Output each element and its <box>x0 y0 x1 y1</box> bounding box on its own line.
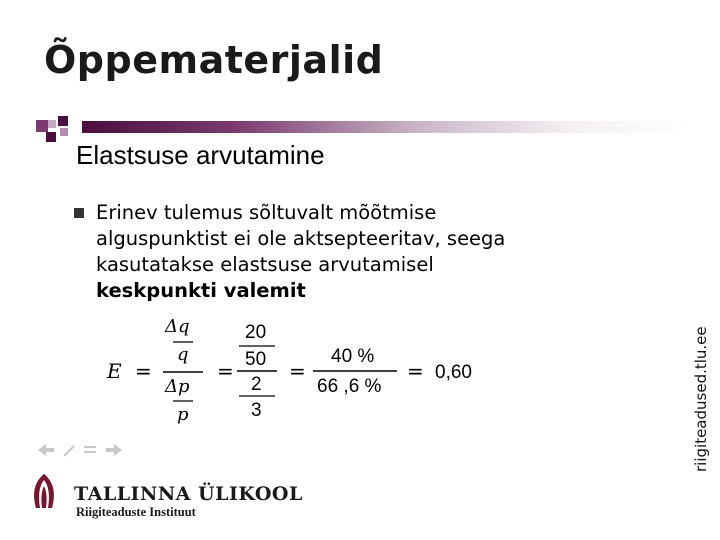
bullet-line-3: kasutatakse elastsuse arvutamisel <box>96 253 434 276</box>
formula-n1: 20 <box>245 322 267 343</box>
formula-q: q <box>177 344 189 365</box>
formula-n3: 2 <box>251 374 262 395</box>
slide-nav-controls <box>36 440 126 460</box>
formula-p: p <box>177 404 189 425</box>
bullet-bold-line: keskpunkti valemit <box>96 279 306 302</box>
back-arrow-icon[interactable] <box>38 444 54 456</box>
bullet-line-2: alguspunktist ei ole aktsepteeritav, seega <box>96 227 506 250</box>
slide-heading: Elastsuse arvutamine <box>76 140 325 170</box>
elasticity-formula <box>105 312 505 427</box>
formula-eq-2: = <box>217 359 234 383</box>
formula-lhs: E <box>107 359 122 383</box>
logo-subtitle: Riigiteaduste Instituut <box>76 505 196 519</box>
formula-eq-3: = <box>289 359 306 383</box>
page-title: Õppematerjalid <box>44 38 384 82</box>
formula-delta-p: Δp <box>165 376 190 397</box>
university-logo-icon <box>30 472 58 512</box>
edit-icon[interactable] <box>64 446 74 456</box>
bullet-line-1: Erinev tulemus sõltuvalt mõõtmise <box>96 201 437 224</box>
formula-result: 0,60 <box>435 362 472 383</box>
formula-eq-1: = <box>135 359 152 383</box>
header-rule <box>82 121 688 133</box>
menu-icon[interactable] <box>84 446 96 453</box>
logo-name: TALLINNA ÜLIKOOL <box>74 483 303 505</box>
formula-eq-4: = <box>407 359 424 383</box>
bullet-marker <box>74 208 84 218</box>
bullet-text <box>96 200 626 304</box>
formula-delta-q: Δq <box>165 316 190 337</box>
formula-pct-bottom: 66 ,6 % <box>317 376 382 397</box>
formula-n4: 3 <box>251 400 262 421</box>
formula-pct-top: 40 % <box>331 346 375 367</box>
forward-arrow-icon[interactable] <box>106 444 122 456</box>
side-url-text: riigiteadused.tlu.ee <box>692 326 710 472</box>
formula-n2: 50 <box>245 349 267 370</box>
